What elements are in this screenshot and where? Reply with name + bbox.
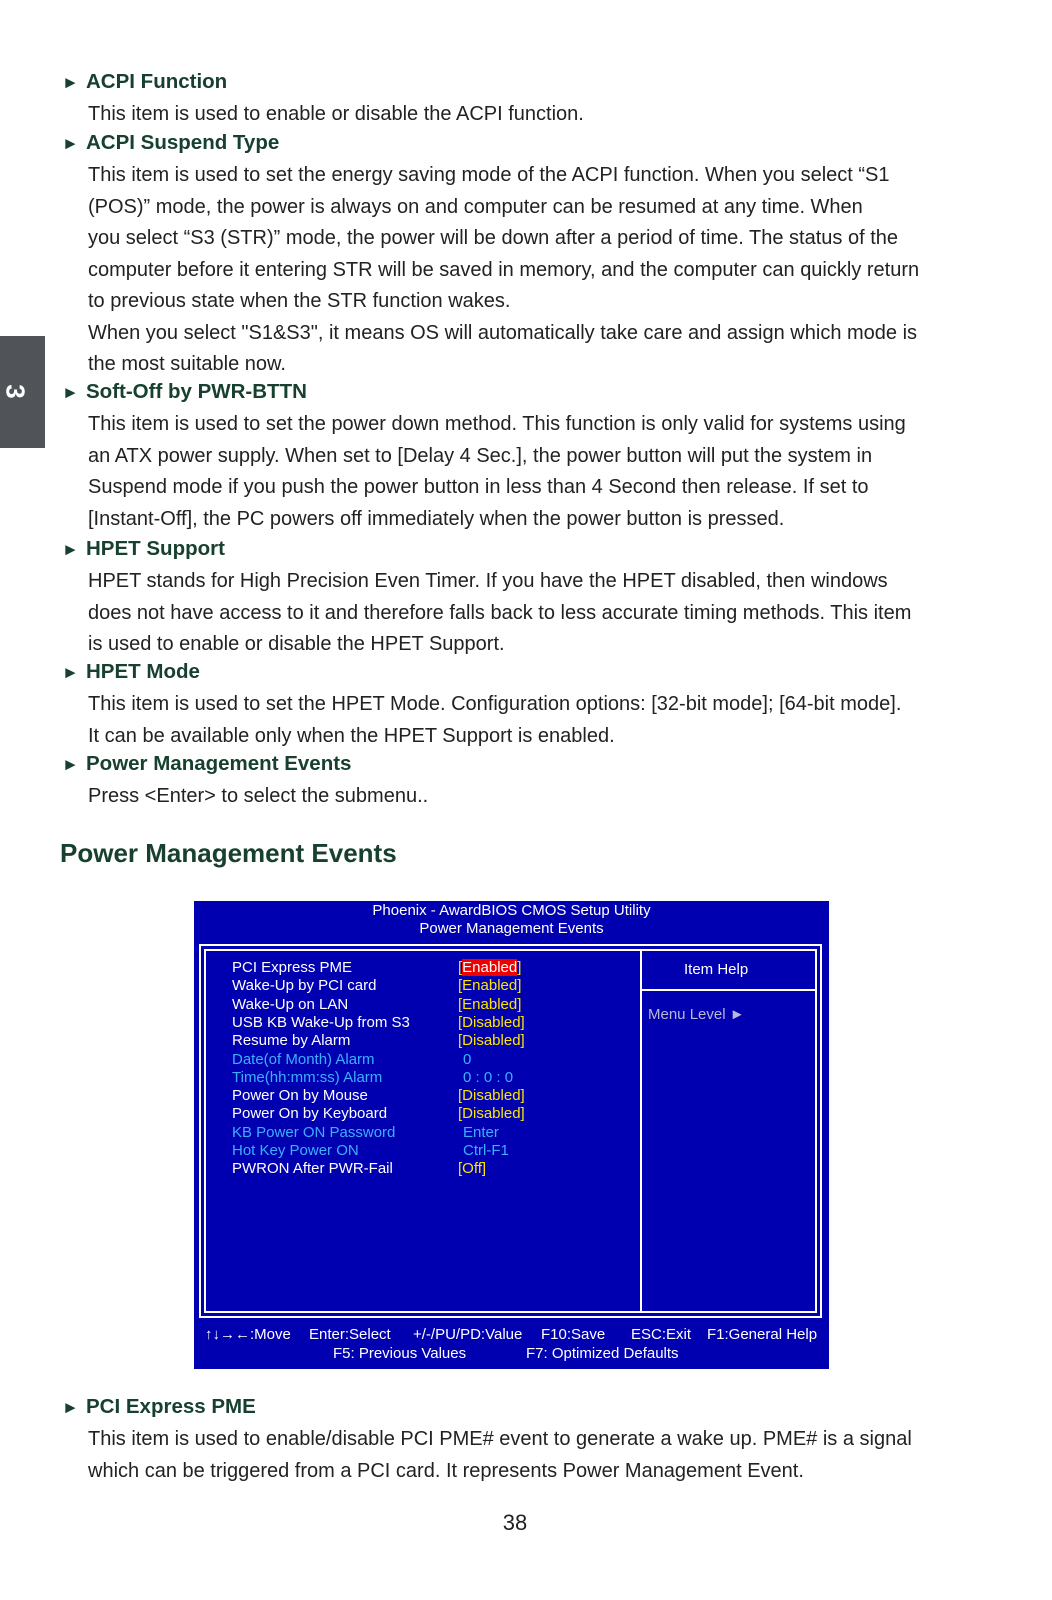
setting-label: Power On by Mouse <box>232 1087 368 1105</box>
setting-value[interactable]: [Disabled] <box>458 1087 525 1105</box>
bios-setting-row[interactable] <box>232 959 522 977</box>
key-previous: F5: Previous Values <box>333 1345 467 1362</box>
description-line: HPET stands for High Precision Even Timer. If you have the HPET disabled, then windows <box>88 570 888 592</box>
item-description <box>88 1424 978 1487</box>
setting-value[interactable]: [Enabled] <box>458 959 522 976</box>
bios-setting-row[interactable] <box>232 995 522 1014</box>
bios-setting-row[interactable] <box>232 1032 525 1050</box>
key-help: F1:General Help <box>707 1326 818 1343</box>
item-heading <box>62 70 227 94</box>
description-line: the most suitable now. <box>88 353 286 375</box>
description-line: an ATX power supply. When set to [Delay 4 Sec.], the power button will put the system in <box>88 444 873 467</box>
item-title: HPET Support <box>86 537 225 560</box>
item-description <box>88 409 978 535</box>
setting-label: Power On by Keyboard <box>232 1105 388 1123</box>
item-description <box>88 781 978 813</box>
item-title: HPET Mode <box>86 660 200 683</box>
key-select: Enter:Select <box>309 1326 391 1343</box>
item-heading <box>62 660 200 684</box>
item-description <box>88 160 978 381</box>
help-divider <box>640 951 642 1311</box>
description-line: This item is used to set the HPET Mode. Configuration options: [32-bit mode]; [64-bit mode]. <box>88 693 902 715</box>
setting-value[interactable]: [Disabled] <box>458 1013 525 1031</box>
description-line: computer before it entering STR will be saved in memory, and the computer can quickly return <box>88 258 920 281</box>
description-line: Press <Enter> to select the submenu.. <box>88 785 429 807</box>
setting-label: PCI Express PME <box>232 959 353 976</box>
description-line: does not have access to it and therefore falls back to less accurate timing methods. This item <box>88 601 912 624</box>
setting-value[interactable]: Enter <box>463 1123 499 1141</box>
item-title: Power Management Events <box>86 752 352 775</box>
triangle-bullet-icon: ► <box>62 540 79 559</box>
bios-setting-row[interactable] <box>232 977 522 995</box>
setting-value[interactable]: [Off] <box>458 1160 487 1178</box>
bios-frame <box>199 944 822 1318</box>
item-title: ACPI Suspend Type <box>86 131 280 154</box>
bios-title: Phoenix - AwardBIOS CMOS Setup Utility <box>372 902 651 919</box>
setting-label: KB Power ON Password <box>232 1123 396 1141</box>
item-title: Soft-Off by PWR-BTTN <box>86 380 307 403</box>
setting-label: PWRON After PWR-Fail <box>232 1160 393 1178</box>
setting-value[interactable]: [Enabled] <box>458 977 522 995</box>
setting-value[interactable]: Ctrl-F1 <box>463 1142 509 1159</box>
key-value: +/-/PU/PD:Value <box>413 1326 523 1343</box>
setting-label: Time(hh:mm:ss) Alarm <box>232 1068 383 1086</box>
bios-setting-row <box>232 1123 499 1142</box>
bios-setting-row[interactable] <box>232 1160 487 1178</box>
item-heading <box>62 380 307 404</box>
bios-setting-row[interactable] <box>232 1105 525 1123</box>
triangle-bullet-icon: ► <box>62 383 79 402</box>
item-description <box>88 689 978 752</box>
description-line: [Instant-Off], the PC powers off immediately when the power button is pressed. <box>88 507 785 530</box>
description-line: When you select "S1&S3", it means OS will automatically take care and assign which mode is <box>88 321 918 344</box>
description-line: This item is used to set the energy saving mode of the ACPI function. When you select “S1 <box>88 164 890 186</box>
description-line: Suspend mode if you push the power button in less than 4 Second then release. If set to <box>88 476 869 498</box>
key-save: F10:Save <box>541 1326 606 1343</box>
description-line: This item is used to enable/disable PCI PME# event to generate a wake up. PME# is a signal <box>88 1428 912 1450</box>
description-line: to previous state when the STR function wakes. <box>88 290 511 312</box>
key-move: ↑↓→←:Move <box>205 1326 291 1343</box>
description-line: This item is used to enable or disable the ACPI function. <box>88 103 584 125</box>
description-line: you select “S3 (STR)” mode, the power will be down after a period of time. The status of the <box>88 227 899 249</box>
description-line: (POS)” mode, the power is always on and computer can be resumed at any time. When <box>88 195 863 218</box>
bios-setting-row <box>232 1068 514 1087</box>
item-help-heading: Item Help <box>684 961 749 978</box>
key-exit: ESC:Exit <box>631 1326 692 1343</box>
bios-setting-row <box>232 1050 472 1069</box>
setting-label: Date(of Month) Alarm <box>232 1050 375 1068</box>
menu-level: Menu Level ► <box>648 1006 745 1023</box>
item-description <box>88 566 978 661</box>
bios-setting-row[interactable] <box>232 1013 525 1032</box>
key-defaults: F7: Optimized Defaults <box>526 1345 679 1362</box>
item-heading <box>62 752 351 776</box>
setting-label: USB KB Wake-Up from S3 <box>232 1013 410 1031</box>
description-line: is used to enable or disable the HPET Support. <box>88 633 505 655</box>
bios-subtitle: Power Management Events <box>419 920 604 937</box>
triangle-bullet-icon: ► <box>62 134 79 153</box>
item-title: PCI Express PME <box>86 1395 256 1418</box>
chapter-tab <box>0 336 45 448</box>
triangle-bullet-icon: ► <box>62 1398 79 1417</box>
description-line: which can be triggered from a PCI card. It represents Power Management Event. <box>88 1459 804 1482</box>
chapter-number: 3 <box>0 384 31 399</box>
section-title: Power Management Events <box>60 838 397 868</box>
item-heading <box>62 131 279 155</box>
setting-label: Resume by Alarm <box>232 1032 351 1050</box>
item-title: ACPI Function <box>86 70 228 93</box>
setting-value[interactable]: [Enabled] <box>458 995 522 1013</box>
setting-label: Hot Key Power ON <box>232 1142 359 1159</box>
setting-label: Wake-Up on LAN <box>232 995 349 1013</box>
description-line: It can be available only when the HPET Support is enabled. <box>88 724 615 747</box>
triangle-bullet-icon: ► <box>62 663 79 682</box>
item-description <box>88 99 978 131</box>
help-separator <box>640 989 815 991</box>
setting-value[interactable]: 0 : 0 : 0 <box>463 1068 514 1086</box>
setting-value[interactable]: [Disabled] <box>458 1105 525 1123</box>
setting-label: Wake-Up by PCI card <box>232 977 377 995</box>
triangle-bullet-icon: ► <box>62 73 79 92</box>
bios-screen <box>194 901 829 1369</box>
item-heading <box>62 537 225 561</box>
setting-value[interactable]: 0 <box>463 1050 472 1068</box>
bios-setting-row[interactable] <box>232 1087 525 1105</box>
triangle-bullet-icon: ► <box>62 755 79 774</box>
item-heading <box>62 1395 256 1419</box>
page-number: 38 <box>502 1510 528 1535</box>
bios-setting-row <box>232 1142 509 1160</box>
description-line: This item is used to set the power down method. This function is only valid for systems using <box>88 413 906 435</box>
setting-value[interactable]: [Disabled] <box>458 1032 525 1050</box>
